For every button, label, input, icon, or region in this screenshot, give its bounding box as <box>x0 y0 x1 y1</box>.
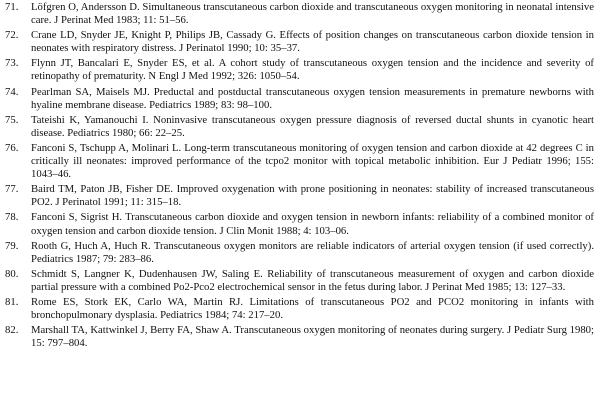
reference-text: Rooth G, Huch A, Huch R. Transcutaneous oxygen monitors are reliable indicators of arterial oxygen tension (if used correctly). Pediatrics 1987; 79: 283–86. <box>31 239 594 265</box>
reference-number: 71. <box>5 1 19 13</box>
reference-number: 75. <box>5 113 19 126</box>
reference-text: Tateishi K, Yamanouchi I. Noninvasive transcutaneous oxygen pressure diagnosis of reversed ductal shunts in cyanotic heart disease. Pediatrics 1980; 66: 22–25. <box>31 113 594 139</box>
reference-item <box>5 240 594 266</box>
reference-item <box>5 86 594 112</box>
reference-text: Schmidt S, Langner K, Dudenhausen JW, Saling E. Reliability of transcutaneous measurement of oxygen and carbon dioxide partial pressure with a combined Po2-Pco2 electrochemical sensor in the fetus during labor. J Perinat Med 1985; 13: 127–33. <box>31 267 594 293</box>
reference-number: 81. <box>5 295 19 308</box>
reference-number: 77. <box>5 183 19 196</box>
reference-number: 76. <box>5 141 19 154</box>
reference-item <box>5 142 594 181</box>
reference-item <box>5 211 594 237</box>
reference-number: 72. <box>5 29 19 42</box>
reference-number: 82. <box>5 324 19 337</box>
reference-item <box>5 1 594 27</box>
reference-text: Fanconi S, Tschupp A, Molinari L. Long-term transcutaneous monitoring of oxygen tension and carbon dioxide at 42 degrees C in critically ill neonates: improved performance of the tcpo2 monitor with topical metabolic inhibition. Eur J Pediatr 1996; 155: 1043–46. <box>31 141 594 181</box>
reference-number: 74. <box>5 85 19 98</box>
reference-item <box>5 114 594 140</box>
reference-item <box>5 296 594 322</box>
reference-text: Pearlman SA, Maisels MJ. Preductal and postductal transcutaneous oxygen tension measurements in premature newborns with hyaline membrane disease. Pediatrics 1989; 83: 98–100. <box>31 85 594 111</box>
reference-number: 80. <box>5 267 19 280</box>
reference-number: 78. <box>5 211 19 224</box>
reference-text: Rome ES, Stork EK, Carlo WA, Martin RJ. Limitations of transcutaneous PO2 and PCO2 monitoring in infants with bronchopulmonary dysplasia. Pediatrics 1984; 74: 217–20. <box>31 295 594 322</box>
reference-item <box>5 183 594 209</box>
reference-number: 79. <box>5 239 19 252</box>
reference-text: Fanconi S, Sigrist H. Transcutaneous carbon dioxide and oxygen tension in newborn infants: reliability of a combined monitor of oxygen tension and carbon dioxide tension. J Clin Monit 1988; 4: 103–06. <box>31 211 594 237</box>
reference-item <box>5 29 594 55</box>
reference-item <box>5 268 594 294</box>
reference-number: 73. <box>5 57 19 70</box>
reference-item <box>5 57 594 83</box>
reference-text: Marshall TA, Kattwinkel J, Berry FA, Shaw A. Transcutaneous oxygen monitoring of neonates during surgery. J Pediatr Surg 1980; 15: 797–804. <box>31 324 594 350</box>
reference-text: Crane LD, Snyder JE, Knight P, Philips JB, Cassady G. Effects of position changes on transcutaneous carbon dioxide tension in neonates with respiratory distress. J Perinatol 1990; 10: 35–37. <box>31 29 594 55</box>
reference-text: Löfgren O, Andersson D. Simultaneous transcutaneous carbon dioxide and transcutaneous oxygen monitoring in neonatal intensive care. J Perinat Med 1983; 11: 51–56. <box>31 1 594 27</box>
reference-item <box>5 324 594 350</box>
reference-text: Baird TM, Paton JB, Fisher DE. Improved oxygenation with prone positioning in neonates: stability of increased transcutaneous PO2. J Perinatol 1991; 11: 315–18. <box>31 183 594 209</box>
reference-text: Flynn JT, Bancalari E, Snyder ES, et al. A cohort study of transcutaneous oxygen tension and the incidence and severity of retinopathy of prematurity. N Engl J Med 1992; 326: 1050–54. <box>31 57 594 83</box>
